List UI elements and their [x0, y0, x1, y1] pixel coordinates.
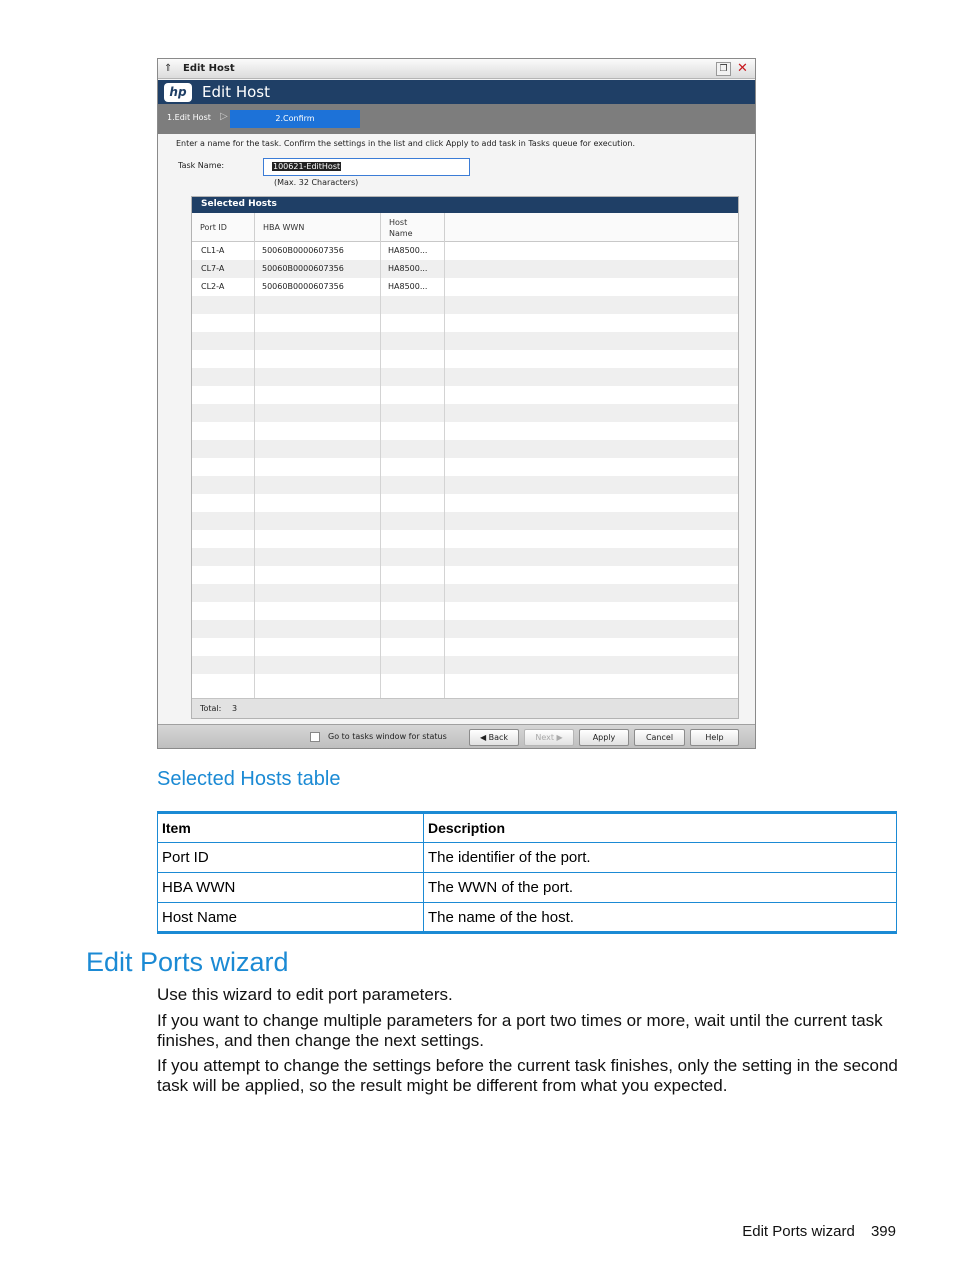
- dialog-banner: [158, 80, 755, 104]
- empty-row: [192, 530, 738, 548]
- table-row[interactable]: [192, 260, 738, 278]
- page-footer: [742, 1223, 896, 1240]
- table-row: [158, 903, 897, 933]
- section-title: Edit Ports wizard: [86, 947, 289, 977]
- column-header-host-name[interactable]: [380, 213, 444, 242]
- column-header-host-line2: Name: [389, 229, 413, 238]
- empty-row: [192, 368, 738, 386]
- total-value: 3: [231, 704, 238, 713]
- selected-hosts-header: [192, 213, 738, 242]
- host-name-cell: HA8500...: [388, 282, 428, 291]
- step-edit-host[interactable]: 1.Edit Host: [167, 113, 211, 122]
- task-name-value: 100621-EditHost: [273, 162, 341, 171]
- paragraph: If you want to change multiple parameters for a port two times or more, wait until the current task finishes, and then change the next settings.: [157, 1011, 883, 1050]
- table-row[interactable]: [192, 278, 738, 296]
- empty-row: [192, 386, 738, 404]
- apply-button[interactable]: Apply: [579, 729, 629, 746]
- row-description: The WWN of the port.: [424, 873, 897, 903]
- total-label: Total:: [200, 704, 222, 713]
- table-row: [158, 873, 897, 903]
- hba-wwn-cell: 50060B0000607356: [262, 246, 344, 255]
- column-header-port-id[interactable]: Port ID: [200, 223, 227, 232]
- hba-wwn-cell: 50060B0000607356: [262, 264, 344, 273]
- edit-host-dialog: [157, 58, 756, 749]
- empty-row: [192, 566, 738, 584]
- hp-logo: hp: [164, 83, 192, 102]
- header-description: Description: [424, 813, 897, 843]
- paragraph: If you attempt to change the settings before the current task finishes, only the setting in the second task will be applied, so the result might be different from what you expected.: [157, 1056, 898, 1095]
- step-arrow-icon: ▷: [220, 111, 228, 122]
- empty-row: [192, 638, 738, 656]
- host-name-cell: HA8500...: [388, 264, 428, 273]
- row-item: Host Name: [158, 903, 424, 933]
- step-confirm[interactable]: 2.Confirm: [230, 110, 360, 128]
- back-button[interactable]: [469, 729, 519, 746]
- empty-row: [192, 548, 738, 566]
- selected-hosts-rows: [192, 242, 738, 700]
- restore-window-icon[interactable]: ❐: [716, 62, 731, 76]
- empty-row: [192, 512, 738, 530]
- empty-row: [192, 404, 738, 422]
- wizard-steps: [158, 104, 755, 134]
- empty-row: [192, 422, 738, 440]
- empty-row: [192, 620, 738, 638]
- task-name-hint: (Max. 32 Characters): [274, 178, 359, 187]
- page-number: 399: [870, 1223, 896, 1240]
- selected-hosts-title: Selected Hosts: [192, 197, 738, 213]
- column-divider: [254, 242, 255, 700]
- paragraph: Use this wizard to edit port parameters.: [157, 985, 453, 1004]
- column-header-host-line1: Host: [389, 218, 408, 227]
- close-icon[interactable]: ✕: [737, 61, 748, 76]
- empty-row: [192, 332, 738, 350]
- selected-hosts-total: [192, 698, 738, 718]
- instruction-text: Enter a name for the task. Confirm the settings in the list and click Apply to add task in Tasks queue for execution.: [176, 139, 636, 148]
- host-name-cell: HA8500...: [388, 246, 428, 255]
- back-arrow-icon: ◀: [479, 733, 487, 742]
- empty-row: [192, 476, 738, 494]
- go-to-tasks-checkbox[interactable]: [310, 732, 320, 742]
- banner-title: Edit Host: [202, 83, 270, 101]
- figure-caption: Selected Hosts table: [157, 768, 341, 790]
- row-description: The identifier of the port.: [424, 843, 897, 873]
- next-arrow-icon: ▶: [556, 733, 563, 742]
- cancel-button[interactable]: Cancel: [634, 729, 685, 746]
- dialog-titlebar: [158, 59, 755, 79]
- empty-row: [192, 602, 738, 620]
- row-description: The name of the host.: [424, 903, 897, 933]
- task-name-input[interactable]: [263, 158, 470, 176]
- row-item: HBA WWN: [158, 873, 424, 903]
- row-item: Port ID: [158, 843, 424, 873]
- port-id-cell: CL2-A: [201, 282, 225, 291]
- header-item: Item: [158, 813, 424, 843]
- task-name-label: Task Name:: [178, 161, 225, 170]
- column-header-filler: [444, 213, 739, 242]
- empty-row: [192, 314, 738, 332]
- empty-row: [192, 440, 738, 458]
- table-row[interactable]: [192, 242, 738, 260]
- help-button[interactable]: Help: [690, 729, 739, 746]
- next-button[interactable]: [524, 729, 574, 746]
- port-id-cell: CL1-A: [201, 246, 225, 255]
- footer-section: Edit Ports wizard: [742, 1223, 855, 1240]
- empty-row: [192, 584, 738, 602]
- hba-wwn-cell: 50060B0000607356: [262, 282, 344, 291]
- empty-row: [192, 296, 738, 314]
- description-table-header: [158, 813, 897, 843]
- column-divider: [380, 242, 381, 700]
- empty-row: [192, 674, 738, 692]
- back-button-label: Back: [488, 733, 509, 742]
- collapse-chevron-icon[interactable]: ⇑: [164, 63, 173, 74]
- description-table: [157, 811, 897, 934]
- port-id-cell: CL7-A: [201, 264, 225, 273]
- dialog-button-bar: [158, 724, 755, 749]
- next-button-label: Next: [535, 733, 554, 742]
- go-to-tasks-label: Go to tasks window for status: [328, 732, 447, 741]
- selected-hosts-panel: [191, 196, 739, 719]
- column-divider: [444, 242, 445, 700]
- empty-row: [192, 494, 738, 512]
- empty-row: [192, 458, 738, 476]
- column-header-hba-wwn[interactable]: HBA WWN: [254, 213, 380, 242]
- table-row: [158, 843, 897, 873]
- empty-row: [192, 350, 738, 368]
- empty-row: [192, 656, 738, 674]
- dialog-window-title: Edit Host: [183, 63, 235, 74]
